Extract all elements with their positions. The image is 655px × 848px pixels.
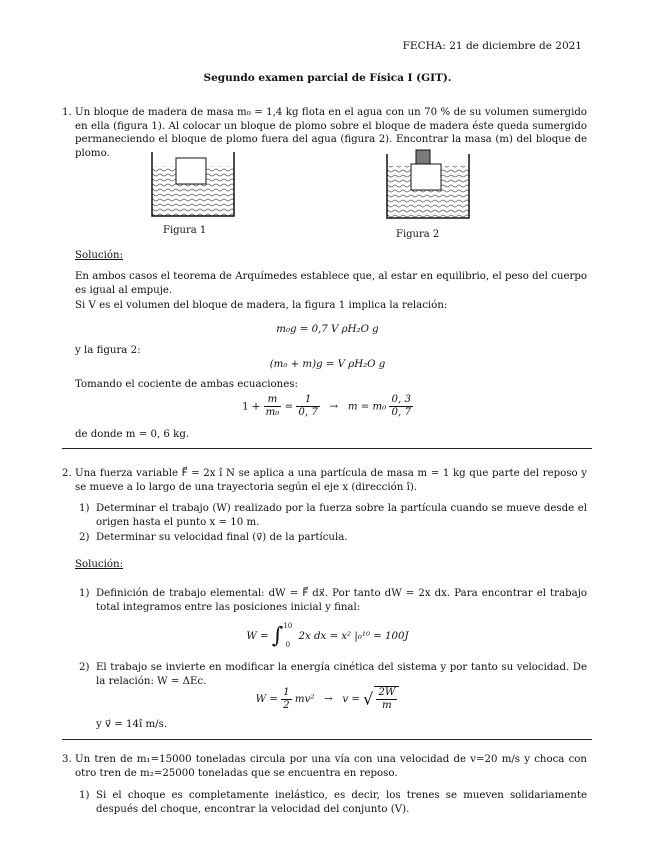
eq3-f1-den: m₀ [265,407,280,418]
eq-ke-fnum: 1 [283,686,290,698]
equation-kinetic-energy [0,686,655,712]
eq-int-upper: 10 [283,622,293,630]
question-1-number: 1. [62,107,72,118]
eq3-lead: 1 + [242,401,261,413]
eq-ke-fden: 2 [283,699,290,711]
eq3-equals: = [284,401,294,413]
eq-ke-arrow: → [324,694,333,705]
solution-1-paragraph-4: Tomando el cociente de ambas ecuaciones: [75,379,298,390]
eq-ke-v: v = [342,694,360,705]
solution-2-step-2-number: 2) [79,662,90,673]
exam-date: FECHA: 21 de diciembre de 2021 [402,40,582,52]
divider-2 [62,739,592,740]
question-3-text: Un tren de m₁=15000 toneladas circula por una vía con una velocidad de v=20 m/s y choca con otro tren de m₂=25000 toneladas que se encuentra en reposo. [75,754,587,779]
divider-1 [62,448,592,449]
eq-int-lead: W = [246,631,269,642]
equation-2: (m₀ + m)g = V ρH₂O g [269,359,386,370]
eq-ke-sqrt [374,686,399,712]
solution-1-paragraph-3: y la figura 2: [75,345,141,356]
exam-title: Segundo examen parcial de Física I (GIT). [203,72,452,84]
solution-1-paragraph-1: En ambos casos el teorema de Arquímedes establece que, al estar en equilibrio, el peso del cuerpo es igual al empuje. [75,271,587,296]
integral-sign-icon: ∫ [271,623,284,649]
eq3-f2-num: 1 [296,394,319,407]
eq-int-lower: 0 [285,641,291,649]
solution-2-label: Solución: [75,559,124,570]
question-1-text: Un bloque de madera de masa m₀ = 1,4 kg flota en el agua con un 70 % de su volumen sumergido en ella (figura 1). Al colocar un bloque de plomo sobre el bloque de madera éste queda sumergido permaneciendo el bloque de plomo fuera del agua (figura 2). Encontrar la masa (m) del bloque de plomo. [75,107,587,159]
solution-2-step-1-number: 1) [79,588,90,599]
eq3-fraction-2 [296,394,319,419]
question-2-item-2-number: 2) [79,532,90,543]
question-2-text: Una fuerza variable F⃗ = 2x î N se aplica a una partícula de masa m = 1 kg que parte del reposo y se mueve a lo largo de una trayectoria según el eje x (dirección î). [75,468,587,493]
sqrt-sign-icon: √ [363,689,374,709]
solution-2-step-1: Definición de trabajo elemental: dW = F⃗ dx⃗. Por tanto dW = 2x dx. Para encontrar el trabajo total integramos entre las posiciones inicial y final: [96,588,587,613]
question-3-item-1-number: 1) [79,790,90,801]
eq3-fraction-1 [264,394,282,419]
solution-1-label: Solución: [75,250,124,261]
eq-ke-snum: 2W [378,687,396,698]
solution-2-step-2: El trabajo se invierte en modificar la energía cinética del sistema y por tanto su velocidad. De la relación: W = ΔEc. [96,662,587,687]
eq3-m: m = m₀ [347,401,387,413]
figure-1-diagram [150,152,236,218]
eq3-f1-num: m [264,394,282,407]
solution-1-paragraph-5: de donde m = 0, 6 kg. [75,429,190,440]
figure-1-caption: Figura 1 [163,225,207,236]
question-3-item-1: Si el choque es completamente inelástico, es decir, los trenes se mueven solidariamente después del choque, encontrar la velocidad del conjunto (V). [96,790,587,815]
eq3-fraction-3 [389,394,412,419]
eq-ke-sden: m [382,700,392,711]
eq-int-limits [283,622,292,650]
question-2-number: 2. [62,468,72,479]
eq3-arrow: → [329,401,339,413]
solution-1-paragraph-2: Si V es el volumen del bloque de madera, la figura 1 implica la relación: [75,300,448,311]
solution-2-result: y v⃗ = 14î m/s. [96,719,168,730]
figure-2-diagram [385,148,471,220]
equation-1: m₀g = 0,7 V ρH₂O g [276,324,379,335]
eq3-f3-num: 0, 3 [391,394,411,405]
question-2-item-2: Determinar su velocidad final (v⃗) de la partícula. [96,532,348,543]
eq3-f2-den: 0, 7 [298,407,318,418]
question-2-item-1-number: 1) [79,503,90,514]
question-2-item-1: Determinar el trabajo (W) realizado por la fuerza sobre la partícula cuando se mueve desde el origen hasta el punto x = 10 m. [96,503,587,528]
eq3-f3-den: 0, 7 [391,407,411,418]
eq-ke-lead: W = [255,694,278,705]
figure-2-caption: Figura 2 [396,229,440,240]
eq-int-body: 2x dx = x² |₀¹⁰ = 100J [298,631,409,642]
eq-ke-fraction [281,687,291,712]
equation-3 [0,394,655,419]
question-3-number: 3. [62,754,72,765]
eq-ke-tail: mv² [294,694,315,705]
equation-work-integral [0,622,655,650]
